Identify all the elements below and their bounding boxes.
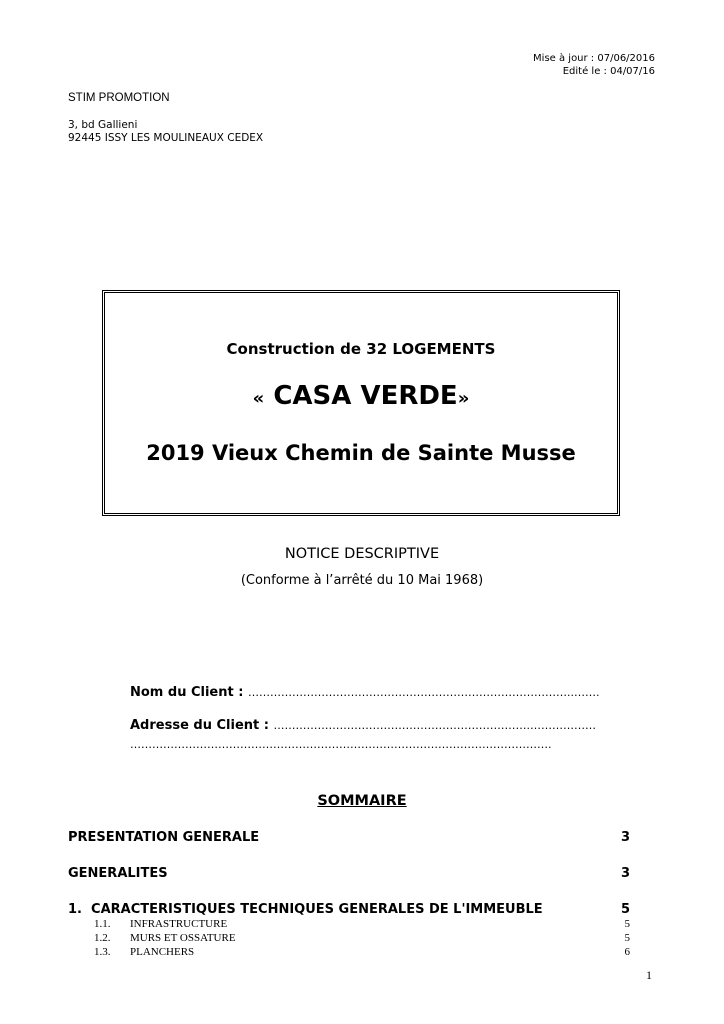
toc-entry-label: 1. CARACTERISTIQUES TECHNIQUES GENERALES DE L'IMMEUBLE bbox=[68, 902, 543, 917]
company-name: STIM PROMOTION bbox=[68, 92, 170, 104]
notice-subtitle: (Conforme à l’arrêté du 10 Mai 1968) bbox=[240, 573, 484, 588]
construction-line: Construction de 32 LOGEMENTS bbox=[226, 340, 496, 358]
toc-subentry-number: 1.2. bbox=[94, 932, 111, 944]
toc-entry bbox=[68, 902, 630, 917]
toc-entry-page: 5 bbox=[620, 902, 630, 917]
project-name-text: CASA VERDE bbox=[273, 381, 458, 411]
update-info bbox=[533, 52, 655, 78]
project-address: 2019 Vieux Chemin de Sainte Musse bbox=[146, 441, 576, 465]
client-name-dots: ……………………………………………………………………………..……. bbox=[247, 686, 600, 699]
address-line-2: 92445 ISSY LES MOULINEAUX CEDEX bbox=[68, 132, 264, 144]
toc-subentry-number: 1.3. bbox=[94, 946, 111, 958]
client-address-dots-line2: ……………………………………………………………………………………………………. bbox=[130, 738, 552, 751]
toc-subentry bbox=[94, 918, 630, 930]
toc-subentry-number: 1.1. bbox=[94, 918, 111, 930]
client-address-field bbox=[130, 718, 596, 733]
toc-entry-label: GENERALITES bbox=[68, 866, 168, 881]
page-number: 1 bbox=[646, 968, 652, 982]
toc-subentry bbox=[94, 932, 630, 944]
toc-entry-label: PRESENTATION GENERALE bbox=[68, 830, 260, 845]
toc-entry bbox=[68, 830, 630, 845]
project-name bbox=[105, 381, 617, 411]
toc-subentry-page: 5 bbox=[624, 918, 630, 930]
client-name-label: Nom du Client : bbox=[130, 685, 244, 700]
client-address-dots: …………………………………………………………….……………… bbox=[273, 719, 596, 732]
notice-title: NOTICE DESCRIPTIVE bbox=[284, 546, 440, 562]
toc-subentry-page: 5 bbox=[624, 932, 630, 944]
toc-entry-page: 3 bbox=[620, 866, 630, 881]
quote-open: « bbox=[252, 388, 265, 409]
update-date: Mise à jour : 07/06/2016 bbox=[533, 53, 655, 64]
toc-subentry-label: PLANCHERS bbox=[130, 946, 195, 958]
sommaire-title: SOMMAIRE bbox=[317, 793, 407, 809]
edited-date: Edité le : 04/07/16 bbox=[562, 66, 655, 77]
client-address-label: Adresse du Client : bbox=[130, 718, 269, 733]
toc-subentry-page: 6 bbox=[624, 946, 630, 958]
toc-subentry bbox=[94, 946, 630, 958]
title-box bbox=[102, 290, 620, 516]
toc-entry-page: 3 bbox=[620, 830, 630, 845]
toc-subentry-label: INFRASTRUCTURE bbox=[130, 918, 228, 930]
toc-subentry-label: MURS ET OSSATURE bbox=[130, 932, 236, 944]
client-name-field bbox=[130, 685, 599, 700]
address-line-1: 3, bd Gallieni bbox=[68, 119, 138, 131]
toc-entry bbox=[68, 866, 630, 881]
quote-close: » bbox=[457, 388, 470, 409]
company-address bbox=[68, 119, 263, 145]
